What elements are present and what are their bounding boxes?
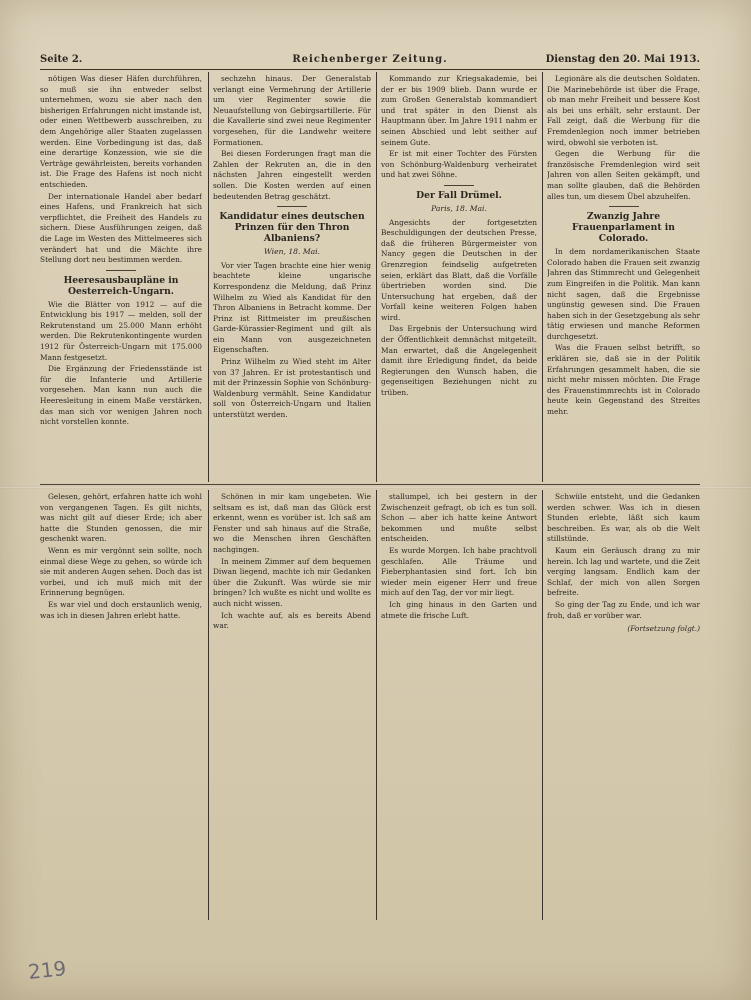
divider	[609, 206, 639, 207]
column-3	[381, 74, 537, 480]
paragraph: Schwüle entsteht, und die Gedanken werden schwer. Was ich in diesen Stunden erlebte, läßt sich kaum beschreiben. Es war, als ob die Welt stillstünde.	[547, 492, 700, 544]
paragraph: Es war viel und doch erstaunlich wenig, was ich in diesen Jahren erlebt hatte.	[40, 599, 202, 620]
paragraph: Gelesen, gehört, erfahren hatte ich wohl von vergangenen Tagen. Es gilt nichts, was nicht gilt auf dieser Erde; ich aber hatte die Stunden genossen, die mir geschenkt waren.	[40, 492, 202, 544]
paragraph: Ich ging hinaus in den Garten und atmete die frische Luft.	[381, 599, 537, 620]
column-rule	[376, 490, 377, 920]
paragraph: Es wurde Morgen. Ich habe prachtvoll geschlafen. Alle Träume und Fieberphantasien sind fort. Ich bin wieder mein eigener Herr und freue mich auf den Tag, der vor mir liegt.	[381, 545, 537, 598]
feuilleton-column-3	[381, 492, 537, 922]
paragraph: Ich wachte auf, als es bereits Abend war.	[213, 610, 371, 631]
paragraph: Vor vier Tagen brachte eine hier wenig beachtete kleine ungarische Korrespondenz die Meldung, daß Prinz Wilhelm zu Wied als Kandidat für den Thron Albaniens in Betracht komme. Der Prinz ist Rittmeister im preußischen Garde-Kürassier-Regiment und gilt als ein Mann von ausgezeichneten Eigenschaften.	[213, 260, 371, 355]
divider	[277, 206, 307, 207]
column-rule	[208, 490, 209, 920]
paragraph: Prinz Wilhelm zu Wied steht im Alter von 37 Jahren. Er ist protestantisch und mit der Prinzessin Sophie von Schönburg-Waldenburg vermählt. Seine Kandidatur soll von Österreich-Ungarn und Italien unterstützt werden.	[213, 357, 371, 420]
continuation-note: (Fortsetzung folgt.)	[627, 624, 700, 634]
issue-date: Dienstag den 20. Mai 1913.	[545, 54, 700, 65]
article-headline: Zwanzig Jahre Frauenparlament in Colorado.	[572, 211, 675, 245]
paragraph: Er ist mit einer Tochter des Fürsten von Schönburg-Waldenburg verheiratet und hat zwei Söhne.	[381, 149, 537, 180]
article-headline: Kandidatur eines deutschen Prinzen für den Thron Albaniens?	[219, 211, 365, 245]
paper-fold	[0, 486, 751, 489]
article-headline: Der Fall Drümel.	[416, 189, 502, 201]
column-rule	[542, 490, 543, 920]
paragraph: sechzehn hinaus. Der Generalstab verlangt eine Vermehrung der Artillerie um vier Regimenter sowie die Neuaufstellung von Gebirgsartillerie. Für die Kavallerie sind zwei neue Regimenter vorgesehen, für die Landwehr weitere Formationen.	[213, 74, 371, 147]
divider	[444, 185, 474, 186]
page-number: Seite 2.	[40, 54, 83, 65]
column-1	[40, 74, 202, 480]
column-rule	[376, 72, 377, 482]
paragraph: Legionäre als die deutschen Soldaten. Die Marinebehörde ist über die Frage, ob man mehr Freiheit und bessere Kost als bei uns erhält, sehr erstaunt. Der Fall zeigt, daß die Werbung für die Fremdenlegion noch immer betrieben wird, obwohl sie verboten ist.	[547, 74, 700, 147]
paragraph: stallumpel, ich bei gestern in der Zwischenzeit gefragt, ob ich es tun soll. Schon — aber ich hatte keine Antwort bekommen und mußte selbst entscheiden.	[381, 492, 537, 544]
paragraph: nötigen Was dieser Häfen durchführen, so muß sie ihn entweder selbst unternehmen, wozu sie aber nach den bisherigen Erfahrungen nicht imstande ist, oder einen Wettbewerb ausschreiben, zu dem Angehörige aller Staaten zugelassen werden. Eine Vorbedingung ist das, daß eine derartige Konzession, wie sie die Verträge gewährleisten, bereits vorhanden ist. Die Frage des Hafens ist noch nicht entschieden.	[40, 74, 202, 189]
paragraph: Bei diesen Forderungen fragt man die Zahlen der Rekruten an, die in den nächsten Jahren eingestellt werden sollen. Die Kosten werden auf einen bedeutenden Betrag geschätzt.	[213, 149, 371, 201]
page-header	[40, 53, 700, 70]
feuilleton-column-1	[40, 492, 202, 922]
column-rule	[542, 72, 543, 482]
column-2	[213, 74, 371, 480]
paragraph: Angesichts der fortgesetzten Beschuldigungen der deutschen Presse, daß die früheren Bürgermeister von Nancy gegen die Deutschen in der Grenzregion feindselig aufgetreten seien, erklärt das Blatt, daß die Vorfälle übertrieben worden sind. Die Untersuchung hat ergeben, daß der Vorfall keine weiteren Folgen haben wird.	[381, 217, 537, 322]
paragraph: Was die Frauen selbst betrifft, so erklären sie, daß sie in der Politik Erfahrungen gesammelt haben, die sie nicht mehr missen möchten. Die Frage des Frauenstimmrechts ist in Colorado heute kein Gegenstand des Streites mehr.	[547, 343, 700, 417]
feuilleton-column-2	[213, 492, 371, 922]
paragraph: Gegen die Werbung für die französische Fremdenlegion wird seit Jahren von allen Seiten gekämpft, und man sollte glauben, daß die Behörden alles tun, um diesem Übel abzuhelfen.	[547, 149, 700, 201]
paragraph: So ging der Tag zu Ende, und ich war froh, daß er vorüber war.	[547, 599, 700, 620]
paragraph: Kommando zur Kriegsakademie, bei der er bis 1909 blieb. Dann wurde er zum Großen Generalstab kommandiert und trat später in den Dienst als Hauptmann über. Im Jahre 1911 nahm er seinen Abschied und lebt seither auf seinem Gute.	[381, 74, 537, 147]
paragraph: In meinem Zimmer auf dem bequemen Diwan liegend, machte ich mir Gedanken über die Zukunft. Was würde sie mir bringen? Ich wußte es nicht und wollte es auch nicht wissen.	[213, 556, 371, 608]
column-rule	[208, 72, 209, 482]
column-4	[547, 74, 700, 480]
newspaper-title: Reichenberger Zeitung.	[292, 54, 448, 65]
paragraph: In dem nordamerikanischen Staate Colorado haben die Frauen seit zwanzig Jahren das Stimmrecht und Gelegenheit zum Eingreifen in die Politik. Man kann nicht sagen, daß die Ergebnisse ungünstig gewesen sind. Die Frauen haben sich in der Gesetzgebung als sehr tätig erwiesen und manche Reformen durchgesetzt.	[547, 247, 700, 341]
paragraph: Der internationale Handel aber bedarf eines Hafens, und Frankreich hat sich verpflichtet, die Freiheit des Handels zu sichern. Diese Ausführungen zeigen, daß die Lage im Westen des Mittelmeeres sich verändert hat und die Mächte ihre Stellung dort neu bestimmen werden.	[40, 191, 202, 265]
feuilleton-separator	[40, 484, 700, 485]
pencil-annotation: 219	[26, 956, 68, 984]
paragraph: Wie die Blätter von 1912 — auf die Entwicklung bis 1917 — melden, soll der Rekrutenstand um 25.000 Mann erhöht werden. Die Rekrutenkontingente wurden 1912 für Österreich-Ungarn mit 175.000 Mann festgesetzt.	[40, 299, 202, 362]
paragraph: Schönen in mir kam ungebeten. Wie seltsam es ist, daß man das Glück erst erkennt, wenn es vorüber ist. Ich saß am Fenster und sah hinaus auf die Straße, wo die Menschen ihren Geschäften nachgingen.	[213, 492, 371, 554]
paragraph: Die Ergänzung der Friedensstände ist für die Infanterie und Artillerie vorgesehen. Man kann nun auch die Heeresleitung in einem Maße verstärken, das man sich vor wenigen Jahren noch nicht vorstellen konnte.	[40, 364, 202, 427]
feuilleton-column-4	[547, 492, 700, 922]
paragraph: Kaum ein Geräusch drang zu mir herein. Ich lag und wartete, und die Zeit verging langsam. Endlich kam der Schlaf, der mich von allen Sorgen befreite.	[547, 545, 700, 598]
paragraph: Das Ergebnis der Untersuchung wird der Öffentlichkeit demnächst mitgeteilt. Man erwartet, daß die Angelegenheit damit ihre Erledigung findet, da beide Regierungen den Wunsch haben, die gegenseitigen Beziehungen nicht zu trüben.	[381, 324, 537, 398]
dateline: Wien, 18. Mai.	[264, 247, 320, 257]
divider	[106, 270, 136, 271]
paragraph: Wenn es mir vergönnt sein sollte, noch einmal diese Wege zu gehen, so würde ich sie mit anderen Augen sehen. Doch das ist vorbei, und ich muß mich mit der Erinnerung begnügen.	[40, 545, 202, 598]
dateline: Paris, 18. Mai.	[431, 203, 487, 213]
article-headline: Heeresausbaupläne in Oesterreich-Ungarn.	[63, 274, 179, 297]
